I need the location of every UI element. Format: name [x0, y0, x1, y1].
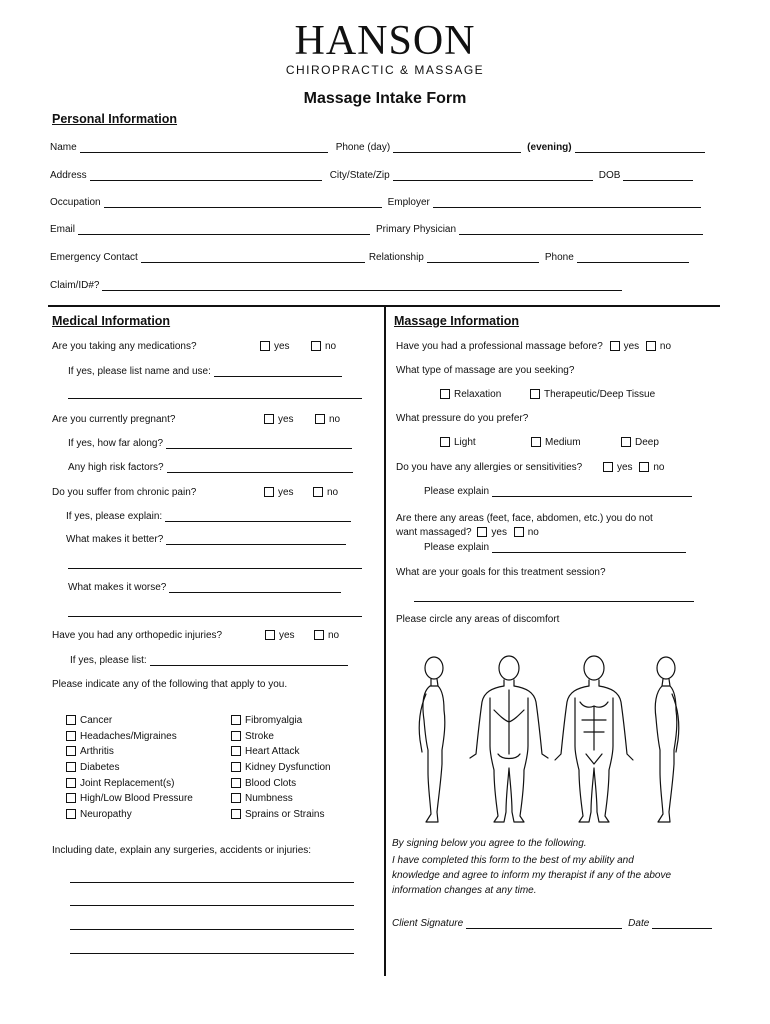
pregnant-no[interactable]	[315, 414, 340, 425]
surgeries-line[interactable]	[70, 905, 354, 906]
pressure-light[interactable]	[440, 437, 476, 448]
condition-checkbox[interactable]	[66, 778, 76, 788]
pressure-question: What pressure do you prefer?	[396, 413, 529, 424]
condition-label: Diabetes	[80, 762, 120, 774]
prof-massage-row	[396, 341, 671, 352]
medium-checkbox[interactable]	[531, 437, 541, 447]
name-label: Name	[50, 142, 77, 153]
brand-subtitle: CHIROPRACTIC & MASSAGE	[285, 63, 485, 77]
relationship-label: Relationship	[368, 252, 424, 263]
date-label: Date	[628, 918, 650, 929]
phone-label: Phone	[544, 252, 574, 263]
pregnant-question: Are you currently pregnant?	[52, 414, 176, 425]
pain-better-row	[66, 534, 346, 545]
ortho-yes-checkbox[interactable]	[265, 630, 275, 640]
pregnant-yes[interactable]	[264, 414, 294, 425]
option-label: Deep	[635, 437, 659, 449]
ortho-list-row	[70, 655, 348, 666]
condition-item[interactable]	[66, 744, 193, 760]
yes-label: yes	[491, 527, 507, 539]
prof-massage-question: Have you had a professional massage before?	[396, 341, 603, 353]
prof-no-checkbox[interactable]	[646, 341, 656, 351]
condition-item[interactable]	[66, 729, 193, 745]
circle-instruction: Please circle any areas of discomfort	[396, 614, 560, 625]
conditions-right	[231, 713, 331, 823]
signing-body-3: information changes at any time.	[392, 885, 537, 896]
condition-label: Joint Replacement(s)	[80, 777, 175, 789]
condition-label: Sprains or Strains	[245, 809, 325, 821]
physician-label: Primary Physician	[376, 224, 457, 235]
massage-heading: Massage Information	[394, 314, 520, 328]
meds-yes[interactable]	[260, 341, 290, 352]
no-label: no	[653, 462, 665, 474]
pregnant-yes-checkbox[interactable]	[264, 414, 274, 424]
meds-question: Are you taking any medications?	[52, 341, 197, 352]
signature-field[interactable]	[466, 918, 622, 929]
areas-explain-row	[424, 542, 686, 553]
ortho-yes[interactable]	[265, 630, 295, 641]
relaxation-checkbox[interactable]	[440, 389, 450, 399]
condition-label: Arthritis	[80, 746, 114, 758]
condition-item[interactable]	[231, 807, 331, 823]
medical-heading: Medical Information	[52, 314, 171, 328]
option-label: Therapeutic/Deep Tissue	[544, 389, 656, 401]
physician-field[interactable]	[459, 224, 703, 235]
meds-followup-field[interactable]	[214, 366, 342, 377]
no-label: no	[329, 414, 341, 426]
condition-label: Heart Attack	[245, 746, 300, 758]
employer-label: Employer	[387, 197, 430, 208]
option-label: Medium	[545, 437, 581, 449]
condition-label: Blood Clots	[245, 777, 297, 789]
occupation-row	[50, 197, 701, 208]
condition-item[interactable]	[231, 760, 331, 776]
please-explain-label: Please explain	[424, 486, 490, 497]
personal-heading: Personal Information	[52, 112, 178, 126]
condition-item[interactable]	[231, 744, 331, 760]
phone-evening-field[interactable]	[575, 142, 705, 153]
condition-label: Numbness	[245, 793, 293, 805]
no-label: no	[659, 341, 672, 353]
deep-checkbox[interactable]	[621, 437, 631, 447]
deep-tissue-checkbox[interactable]	[530, 389, 540, 399]
occupation-label: Occupation	[50, 197, 101, 208]
ortho-question: Have you had any orthopedic injuries?	[52, 630, 223, 641]
condition-checkbox[interactable]	[231, 762, 241, 772]
meds-followup-label: If yes, please list name and use:	[68, 366, 211, 377]
evening-label: (evening)	[527, 142, 572, 153]
conditions-left	[66, 713, 193, 823]
no-label: no	[325, 341, 337, 353]
condition-checkbox[interactable]	[231, 793, 241, 803]
yes-label: yes	[623, 341, 640, 353]
signature-row	[392, 918, 712, 929]
type-option-deep[interactable]	[530, 389, 655, 400]
dob-label: DOB	[598, 170, 621, 181]
meds-no-checkbox[interactable]	[311, 341, 321, 351]
pressure-medium[interactable]	[531, 437, 581, 448]
dob-field[interactable]	[623, 170, 693, 181]
city-field[interactable]	[393, 170, 593, 181]
figure-side-right[interactable]	[655, 657, 679, 822]
emergency-label: Emergency Contact	[50, 252, 138, 263]
phone-field[interactable]	[577, 252, 689, 263]
allergy-explain-field[interactable]	[492, 486, 692, 497]
condition-label: Fibromyalgia	[245, 715, 303, 726]
condition-item[interactable]	[231, 776, 331, 792]
employer-field[interactable]	[433, 197, 701, 208]
condition-label: Neuropathy	[80, 809, 132, 821]
address-label: Address	[50, 170, 87, 181]
date-field[interactable]	[652, 918, 712, 929]
city-label: City/State/Zip	[329, 170, 390, 181]
preg-far-label: If yes, how far along?	[68, 438, 164, 449]
address-field[interactable]	[90, 170, 322, 181]
emergency-field[interactable]	[141, 252, 365, 263]
meds-yes-checkbox[interactable]	[260, 341, 270, 351]
brand-name: HANSON	[294, 18, 476, 64]
condition-checkbox[interactable]	[66, 731, 76, 741]
option-label: Relaxation	[454, 389, 502, 401]
pain-explain-field[interactable]	[165, 511, 351, 522]
phone-day-field[interactable]	[393, 142, 521, 153]
yes-label: yes	[278, 414, 294, 426]
condition-label: Cancer	[80, 715, 113, 726]
condition-checkbox[interactable]	[231, 731, 241, 741]
no-label: no	[527, 527, 539, 539]
areas-no-checkbox[interactable]	[514, 527, 524, 537]
condition-item[interactable]	[66, 713, 193, 729]
email-field[interactable]	[78, 224, 370, 235]
figure-back[interactable]	[470, 656, 548, 822]
indicate-instruction: Please indicate any of the following that apply to you.	[52, 679, 288, 690]
type-option-relaxation[interactable]	[440, 389, 501, 400]
type-question: What type of massage are you seeking?	[396, 365, 575, 376]
no-label: no	[328, 630, 340, 642]
figure-side-left[interactable]	[419, 657, 445, 822]
claim-row	[50, 280, 622, 291]
relationship-field[interactable]	[427, 252, 539, 263]
condition-item[interactable]	[66, 776, 193, 792]
yes-label: yes	[617, 462, 633, 474]
pain-worse-field[interactable]	[169, 582, 341, 593]
ortho-list-label: If yes, please list:	[70, 655, 147, 666]
yes-label: yes	[278, 487, 294, 499]
condition-label: Kidney Dysfunction	[245, 762, 331, 774]
pressure-deep[interactable]	[621, 437, 659, 448]
pain-better-line[interactable]	[68, 568, 362, 569]
column-divider	[384, 306, 386, 976]
pain-no[interactable]	[313, 487, 338, 498]
yes-label: yes	[274, 341, 290, 353]
signing-intro: By signing below you agree to the following.	[392, 838, 587, 849]
yes-label: yes	[279, 630, 295, 642]
ortho-list-field[interactable]	[150, 655, 348, 666]
preg-far-row	[68, 438, 352, 449]
condition-item[interactable]	[231, 791, 331, 807]
pain-question: Do you suffer from chronic pain?	[52, 487, 197, 498]
please-explain-label: Please explain	[424, 542, 490, 553]
surgeries-question: Including date, explain any surgeries, accidents or injuries:	[52, 845, 312, 856]
areas-answer-row	[396, 527, 539, 538]
condition-checkbox[interactable]	[66, 715, 76, 725]
figure-front[interactable]	[555, 656, 633, 822]
condition-label: High/Low Blood Pressure	[80, 793, 193, 805]
occupation-field[interactable]	[104, 197, 382, 208]
condition-label: Stroke	[245, 730, 274, 742]
condition-checkbox[interactable]	[231, 715, 241, 725]
pain-no-checkbox[interactable]	[313, 487, 323, 497]
areas-yes-checkbox[interactable]	[477, 527, 487, 537]
areas-question-cont: want massaged?	[396, 527, 472, 539]
condition-checkbox[interactable]	[66, 762, 76, 772]
condition-checkbox[interactable]	[66, 746, 76, 756]
name-field[interactable]	[80, 142, 328, 153]
areas-question: Are there any areas (feet, face, abdomen, etc.) you do not	[396, 513, 653, 524]
meds-answer-line[interactable]	[68, 398, 362, 399]
meds-followup-row	[68, 366, 342, 377]
phone-day-label: Phone (day)	[335, 142, 391, 153]
condition-checkbox[interactable]	[231, 778, 241, 788]
form-title: Massage Intake Form	[303, 90, 467, 107]
condition-checkbox[interactable]	[66, 809, 76, 819]
surgeries-line[interactable]	[70, 929, 354, 930]
preg-risk-field[interactable]	[167, 462, 353, 473]
allergy-explain-row	[424, 486, 692, 497]
surgeries-line[interactable]	[70, 953, 354, 954]
preg-risk-row	[68, 462, 353, 473]
address-row	[50, 170, 693, 181]
condition-item[interactable]	[66, 791, 193, 807]
name-row	[50, 142, 705, 153]
ortho-no-checkbox[interactable]	[314, 630, 324, 640]
signing-body-1: I have completed this form to the best of my ability and	[392, 855, 634, 866]
email-row	[50, 224, 703, 235]
condition-label: Headaches/Migraines	[80, 730, 177, 742]
pain-yes-checkbox[interactable]	[264, 487, 274, 497]
areas-explain-field[interactable]	[492, 542, 686, 553]
condition-item[interactable]	[66, 807, 193, 823]
emergency-row	[50, 252, 689, 263]
preg-risk-label: Any high risk factors?	[68, 462, 164, 473]
condition-item[interactable]	[231, 713, 331, 729]
condition-checkbox[interactable]	[66, 793, 76, 803]
condition-checkbox[interactable]	[231, 746, 241, 756]
surgeries-line[interactable]	[70, 882, 354, 883]
condition-item[interactable]	[66, 760, 193, 776]
condition-item[interactable]	[231, 729, 331, 745]
signature-label: Client Signature	[392, 918, 464, 929]
body-diagram[interactable]	[404, 654, 704, 826]
email-label: Email	[50, 224, 76, 235]
pain-better-label: What makes it better?	[66, 534, 164, 545]
no-label: no	[327, 487, 339, 499]
allergy-row	[396, 462, 664, 473]
pain-explain-row	[66, 511, 351, 522]
pain-explain-label: If yes, please explain:	[66, 511, 163, 522]
pain-better-field[interactable]	[166, 534, 346, 545]
pregnant-no-checkbox[interactable]	[315, 414, 325, 424]
ortho-no[interactable]	[314, 630, 339, 641]
pain-worse-label: What makes it worse?	[68, 582, 167, 593]
condition-checkbox[interactable]	[231, 809, 241, 819]
meds-no[interactable]	[311, 341, 336, 352]
goals-line[interactable]	[414, 601, 694, 602]
claim-label: Claim/ID#?	[50, 280, 100, 291]
pain-worse-row	[68, 582, 341, 593]
allergy-yes-checkbox[interactable]	[603, 462, 613, 472]
claim-field[interactable]	[102, 280, 622, 291]
preg-far-field[interactable]	[166, 438, 352, 449]
goals-question: What are your goals for this treatment session?	[396, 567, 606, 578]
light-checkbox[interactable]	[440, 437, 450, 447]
prof-yes-checkbox[interactable]	[610, 341, 620, 351]
allergy-no-checkbox[interactable]	[639, 462, 649, 472]
option-label: Light	[454, 437, 476, 449]
allergy-question: Do you have any allergies or sensitivities?	[396, 462, 583, 474]
signing-body-2: knowledge and agree to inform my therapist if any of the above	[392, 870, 672, 881]
pain-yes[interactable]	[264, 487, 294, 498]
pain-worse-line[interactable]	[68, 616, 362, 617]
